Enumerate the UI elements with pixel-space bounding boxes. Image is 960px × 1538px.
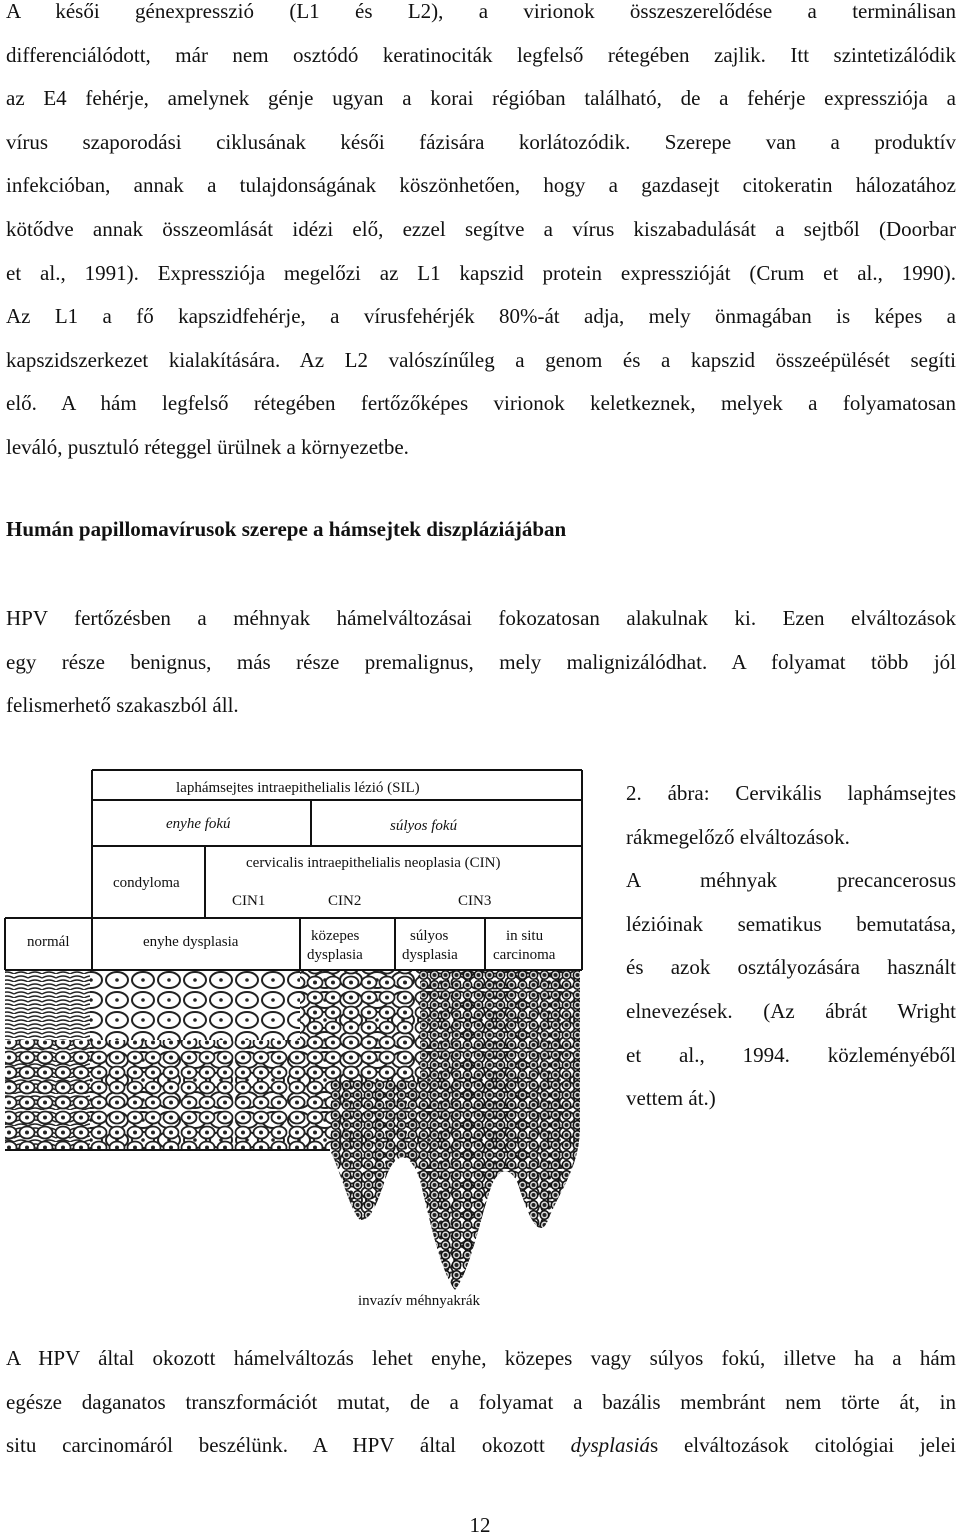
figure-caption — [626, 772, 956, 1121]
caption-line: rákmegelőző elváltozások. — [626, 824, 850, 849]
page-number: 12 — [469, 1513, 491, 1537]
text-line: kötődve annak összeomlását idézi elő, ezzel segítve a vírus kiszabadulását a sejtből (Doorbar — [6, 216, 956, 241]
section-heading: Humán papillomavírusok szerepe a hámsejtek diszpláziájában — [6, 517, 567, 541]
cin1-label: CIN1 — [232, 893, 266, 909]
insitu-label-1: in situ — [506, 928, 544, 944]
sil-label: laphámsejtes intraepithelialis lézió (SIL) — [176, 780, 420, 796]
epithelium-cells — [0, 910, 610, 1325]
insitu-label-2: carcinoma — [493, 947, 556, 963]
severe-grade-label: súlyos fokú — [390, 818, 458, 834]
moderate-dysplasia-label-1: közepes — [311, 928, 360, 944]
cervical-lesion-figure — [0, 750, 610, 1325]
text-line: leváló, pusztuló réteggel ürülnek a környezetbe. — [6, 434, 409, 459]
cin2-label: CIN2 — [328, 893, 362, 909]
normal-label: normál — [27, 934, 70, 950]
severe-dysplasia-label-2: dysplasia — [402, 947, 458, 963]
figure-diagram — [0, 750, 610, 1325]
severe-dysplasia-label-1: súlyos — [410, 928, 449, 944]
mild-dysplasia-label: enyhe dysplasia — [143, 934, 239, 950]
text-line: kapszidszerkezet kialakítására. Az L2 valószínűleg a genom és a kapszid összeépülését segíti — [6, 347, 956, 372]
text-line: egy része benignus, más része premalignus, mely malignizálódhat. A folyamat több jól — [6, 649, 956, 674]
text-line: egésze daganatos transzformációt mutat, de a folyamat a bazális membránt nem törte át, in — [6, 1389, 956, 1414]
text-line: A késői génexpresszió (L1 és L2), a virionok összeszerelődése a terminálisan — [6, 0, 956, 23]
condyloma-label: condyloma — [113, 875, 180, 891]
caption-line: et al., 1994. közleményéből — [626, 1042, 956, 1067]
paragraph-hpv-infection — [6, 597, 956, 728]
text-line: elő. A hám legfelső rétegében fertőzőképes virionok keletkeznek, melyek a folyamatosan — [6, 391, 956, 416]
moderate-dysplasia-label-2: dysplasia — [307, 947, 363, 963]
text-line: felismerhető szakaszból áll. — [6, 693, 239, 718]
text-line: Az L1 a fő kapszidfehérje, a vírusfehérjék 80%-át adja, mely önmagában is képes a — [6, 304, 956, 329]
paragraph-late-gene-expression — [6, 0, 956, 470]
text-segment: situ carcinomáról beszélünk. A HPV által okozott — [6, 1433, 571, 1458]
mild-grade-label: enyhe fokú — [166, 816, 231, 832]
text-segment: s elváltozások citológiai jelei — [649, 1433, 956, 1458]
caption-line: lézióinak sematikus bemutatása, — [626, 911, 956, 936]
caption-line: és azok osztályozására használt — [626, 955, 956, 980]
text-line: HPV fertőzésben a méhnyak hámelváltozásai fokozatosan alakulnak ki. Ezen elváltozások — [6, 606, 956, 630]
caption-line: elnevezések. (Az ábrát Wright — [626, 998, 956, 1023]
text-line: az E4 fehérje, amelynek génje ugyan a korai régióban található, de a fehérje expressziója a — [6, 86, 956, 111]
paragraph-dysplasia-grades — [6, 1337, 956, 1468]
caption-line: A méhnyak precancerosus — [626, 868, 956, 893]
caption-line: vettem át.) — [626, 1086, 716, 1111]
cin3-label: CIN3 — [458, 893, 492, 909]
caption-line: 2. ábra: Cervikális laphámsejtes — [626, 781, 956, 805]
text-line: A HPV által okozott hámelváltozás lehet enyhe, közepes vagy súlyos fokú, illetve ha a hám — [6, 1346, 956, 1370]
italic-term: dysplasiá — [570, 1433, 650, 1458]
cin-full-label: cervicalis intraepithelialis neoplasia (CIN) — [246, 855, 501, 871]
text-line: differenciálódott, már nem osztódó keratinociták legfelső rétegében zajlik. Itt szintetizálódik — [6, 42, 956, 67]
text-line: et al., 1991). Expressziója megelőzi az L1 kapszid protein expresszióját (Crum et al., 1990). — [6, 260, 956, 285]
text-line — [6, 1424, 956, 1468]
invasive-carcinoma-label: invazív méhnyakrák — [358, 1293, 481, 1309]
text-line: vírus szaporodási ciklusának késői fázisára korlátozódik. Szerepe van a produktív — [6, 129, 956, 154]
text-line: infekcióban, annak a tulajdonságának köszönhetően, hogy a gazdasejt citokeratin hálozatához — [6, 173, 956, 198]
